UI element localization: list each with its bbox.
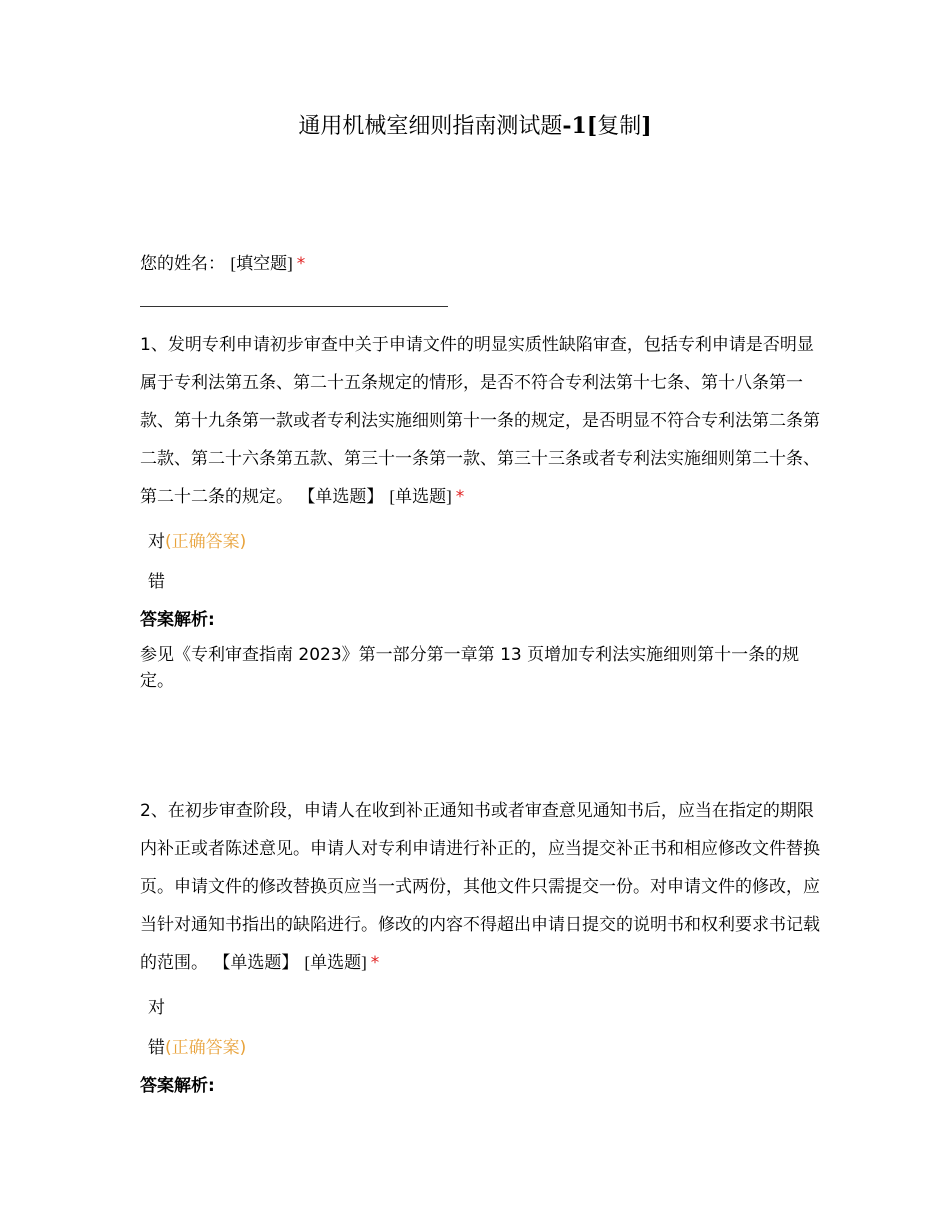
name-question-type: [填空题] bbox=[230, 254, 293, 273]
option-label: 错 bbox=[148, 572, 165, 592]
question-1-option-2[interactable] bbox=[140, 562, 820, 602]
correct-answer-tag: (正确答案) bbox=[165, 532, 247, 552]
title-close: ] bbox=[641, 113, 652, 139]
correct-answer-tag: (正确答案) bbox=[165, 1038, 247, 1058]
question-2-text bbox=[140, 792, 820, 982]
question-1-required: * bbox=[455, 487, 465, 507]
question-2-type: [单选题] bbox=[304, 953, 367, 972]
question-1-stem: 1、发明专利申请初步审查中关于申请文件的明显实质性缺陷审查，包括专利申请是否明显属于专利法第五条、第二十五条规定的情形，是否不符合专利法第十七条、第十八条第一款、第十九条第一款或者专利法实施细则第十一条的规定，是否明显不符合专利法第二条第二款、第二十六条第五款、第三十一条第一款、第三十三条或者专利法实施细则第二十条、第二十二条的规定。 【单选题】 bbox=[140, 335, 820, 507]
title-suffix: 复制 bbox=[597, 114, 642, 139]
question-1-analysis-text: 参见《专利审查指南 2023》第一部分第一章第 13 页增加专利法实施细则第十一条的规定。 bbox=[140, 645, 800, 691]
required-mark: * bbox=[296, 254, 306, 274]
question-1 bbox=[140, 326, 820, 694]
question-1-text bbox=[140, 326, 820, 516]
question-2-required: * bbox=[370, 953, 380, 973]
question-1-analysis-label: 答案解析: bbox=[140, 610, 215, 630]
option-label: 对 bbox=[148, 998, 165, 1018]
question-2 bbox=[140, 792, 820, 1108]
title-number: -1[ bbox=[562, 113, 598, 139]
page-title bbox=[0, 110, 950, 143]
option-label: 错 bbox=[148, 1038, 165, 1058]
option-label: 对 bbox=[148, 532, 165, 552]
question-2-option-1[interactable] bbox=[140, 988, 820, 1028]
question-1-type: [单选题] bbox=[389, 487, 452, 506]
title-main: 通用机械室细则指南测试题 bbox=[298, 114, 563, 139]
question-1-option-1[interactable] bbox=[140, 522, 820, 562]
question-2-stem: 2、在初步审查阶段，申请人在收到补正通知书或者审查意见通知书后，应当在指定的期限内补正或者陈述意见。申请人对专利申请进行补正的，应当提交补正书和相应修改文件替换页。申请文件的修改替换页应当一式两份，其他文件只需提交一份。对申请文件的修改，应当针对通知书指出的缺陷进行。修改的内容不得超出申请日提交的说明书和权利要求书记载的范围。 【单选题】 bbox=[140, 801, 820, 973]
name-question-label: 您的姓名： bbox=[140, 254, 225, 274]
name-answer-line[interactable] bbox=[140, 306, 448, 307]
name-question bbox=[140, 250, 305, 278]
question-2-analysis-label: 答案解析: bbox=[140, 1076, 215, 1096]
question-2-option-2[interactable] bbox=[140, 1028, 820, 1068]
